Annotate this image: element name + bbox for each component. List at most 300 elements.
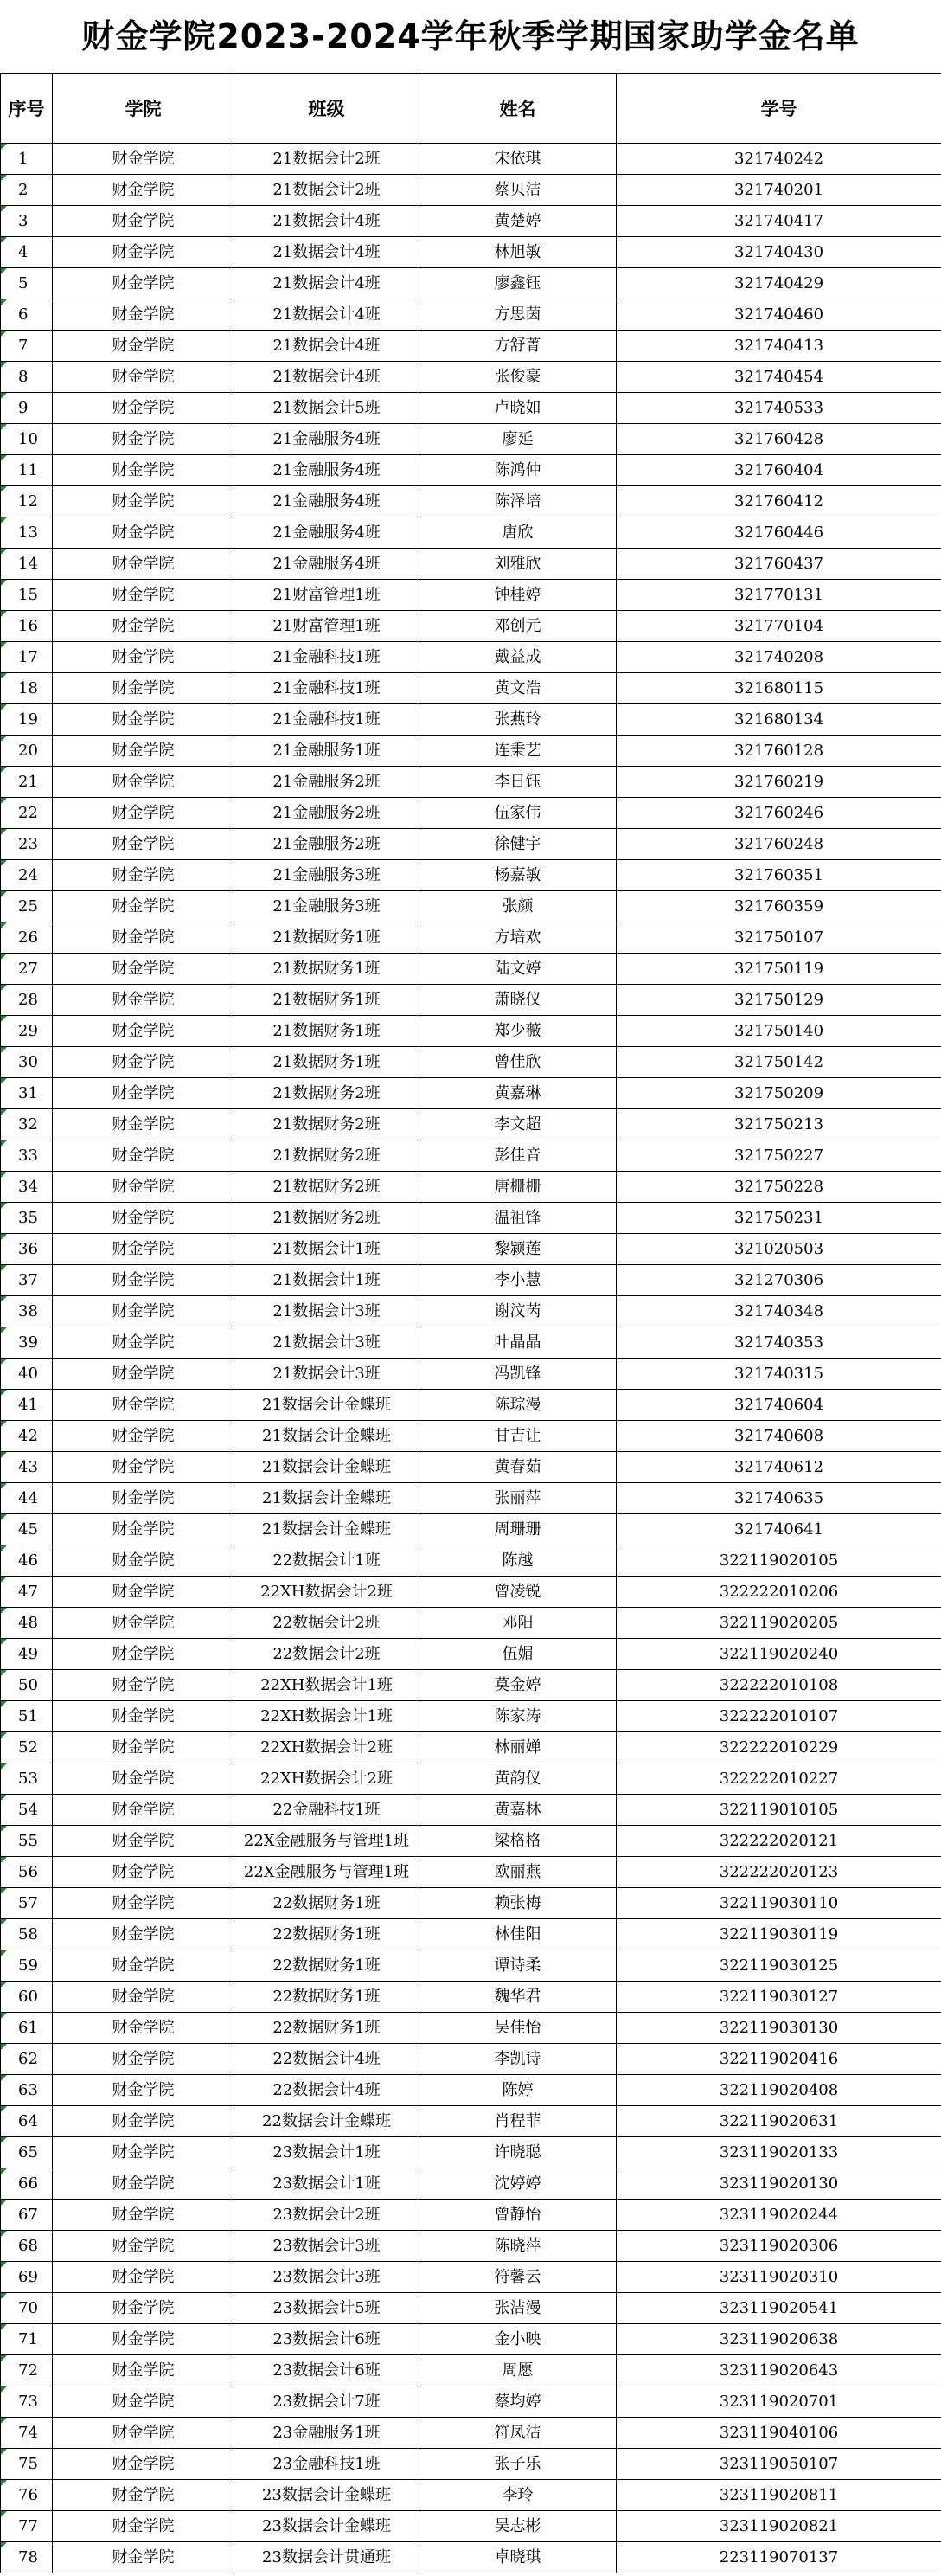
table-row: [1, 1172, 941, 1203]
cell-class: 21数据财务2班: [234, 1203, 419, 1234]
cell-class: 23数据会计6班: [234, 2324, 419, 2355]
cell-student-id: 321740641: [617, 1514, 941, 1545]
cell-no: 54: [1, 1795, 53, 1826]
cell-class: 21数据财务2班: [234, 1172, 419, 1203]
cell-student-id: 321020503: [617, 1234, 941, 1265]
cell-name: 卢晓如: [419, 393, 617, 424]
cell-class: 21数据财务1班: [234, 922, 419, 954]
cell-student-id: 321740533: [617, 393, 941, 424]
table-row: [1, 1608, 941, 1639]
cell-no: 45: [1, 1514, 53, 1545]
cell-class: 21金融科技1班: [234, 673, 419, 704]
cell-name: 黎颍莲: [419, 1234, 617, 1265]
cell-college: 财金学院: [53, 2418, 234, 2449]
cell-college: 财金学院: [53, 891, 234, 922]
cell-name: 肖程菲: [419, 2106, 617, 2137]
cell-name: 方舒菁: [419, 331, 617, 362]
cell-no: 6: [1, 299, 53, 331]
cell-no: 31: [1, 1078, 53, 1109]
cell-no: 68: [1, 2231, 53, 2262]
cell-name: 黄嘉林: [419, 1795, 617, 1826]
cell-student-id: 321760246: [617, 798, 941, 829]
cell-name: 欧丽燕: [419, 1857, 617, 1888]
table-row: [1, 1670, 941, 1701]
cell-no: 38: [1, 1296, 53, 1327]
cell-no: 71: [1, 2324, 53, 2355]
cell-class: 21财富管理1班: [234, 611, 419, 642]
cell-name: 陈家涛: [419, 1701, 617, 1732]
cell-class: 21数据会计3班: [234, 1296, 419, 1327]
cell-no: 57: [1, 1888, 53, 1919]
cell-name: 莫金婷: [419, 1670, 617, 1701]
cell-student-id: 321740208: [617, 642, 941, 673]
table-row: [1, 891, 941, 922]
cell-college: 财金学院: [53, 1483, 234, 1514]
table-row: [1, 1545, 941, 1577]
cell-name: 廖延: [419, 424, 617, 455]
cell-class: 22XH数据会计1班: [234, 1670, 419, 1701]
cell-name: 陈婷: [419, 2075, 617, 2106]
table-row: [1, 2168, 941, 2200]
cell-student-id: 321740454: [617, 362, 941, 393]
cell-name: 廖鑫钰: [419, 268, 617, 299]
cell-no: 13: [1, 517, 53, 549]
table-row: [1, 1857, 941, 1888]
cell-no: 46: [1, 1545, 53, 1577]
cell-name: 曾静怡: [419, 2200, 617, 2231]
cell-class: 22数据会计4班: [234, 2044, 419, 2075]
cell-name: 方培欢: [419, 922, 617, 954]
cell-college: 财金学院: [53, 1140, 234, 1172]
cell-class: 22XH数据会计1班: [234, 1701, 419, 1732]
cell-no: 3: [1, 206, 53, 237]
cell-no: 39: [1, 1327, 53, 1359]
cell-college: 财金学院: [53, 1982, 234, 2013]
cell-name: 陈鸿仲: [419, 455, 617, 486]
table-row: [1, 2480, 941, 2511]
cell-college: 财金学院: [53, 2355, 234, 2386]
cell-no: 67: [1, 2200, 53, 2231]
cell-no: 24: [1, 860, 53, 891]
cell-class: 21数据会计金蝶班: [234, 1514, 419, 1545]
cell-no: 72: [1, 2355, 53, 2386]
cell-student-id: 323119050107: [617, 2449, 941, 2480]
table-row: [1, 704, 941, 736]
header-name: 姓名: [419, 74, 617, 144]
table-row: [1, 1732, 941, 1763]
table-row: [1, 175, 941, 206]
cell-name: 谢汶芮: [419, 1296, 617, 1327]
cell-name: 周珊珊: [419, 1514, 617, 1545]
cell-name: 李凯诗: [419, 2044, 617, 2075]
cell-student-id: 323119020306: [617, 2231, 941, 2262]
cell-class: 23数据会计3班: [234, 2231, 419, 2262]
cell-no: 2: [1, 175, 53, 206]
table-row: [1, 1795, 941, 1826]
cell-name: 叶晶晶: [419, 1327, 617, 1359]
cell-class: 23数据会计贯通班: [234, 2542, 419, 2573]
cell-class: 22金融科技1班: [234, 1795, 419, 1826]
cell-college: 财金学院: [53, 2200, 234, 2231]
table-row: [1, 2106, 941, 2137]
cell-no: 61: [1, 2013, 53, 2044]
table-row: [1, 2075, 941, 2106]
cell-student-id: 322119030110: [617, 1888, 941, 1919]
cell-no: 18: [1, 673, 53, 704]
cell-student-id: 321740413: [617, 331, 941, 362]
cell-name: 郑少薇: [419, 1016, 617, 1047]
cell-class: 21金融服务2班: [234, 829, 419, 860]
table-row: [1, 2324, 941, 2355]
cell-no: 14: [1, 549, 53, 580]
cell-college: 财金学院: [53, 455, 234, 486]
table-row: [1, 1359, 941, 1390]
cell-class: 21数据会计1班: [234, 1265, 419, 1296]
cell-no: 62: [1, 2044, 53, 2075]
cell-class: 22X金融服务与管理1班: [234, 1826, 419, 1857]
cell-no: 20: [1, 736, 53, 767]
cell-student-id: 321760412: [617, 486, 941, 517]
cell-class: 21金融服务4班: [234, 455, 419, 486]
cell-name: 彭佳音: [419, 1140, 617, 1172]
table-row: [1, 455, 941, 486]
cell-class: 21金融服务3班: [234, 860, 419, 891]
cell-no: 12: [1, 486, 53, 517]
cell-student-id: 321760219: [617, 767, 941, 798]
cell-college: 财金学院: [53, 2480, 234, 2511]
cell-college: 财金学院: [53, 1172, 234, 1203]
table-row: [1, 2137, 941, 2168]
cell-college: 财金学院: [53, 486, 234, 517]
cell-class: 23数据会计2班: [234, 2200, 419, 2231]
cell-college: 财金学院: [53, 1826, 234, 1857]
table-row: [1, 1982, 941, 2013]
table-row: [1, 611, 941, 642]
cell-no: 22: [1, 798, 53, 829]
cell-no: 69: [1, 2262, 53, 2293]
cell-no: 10: [1, 424, 53, 455]
cell-college: 财金学院: [53, 1296, 234, 1327]
table-row: [1, 1047, 941, 1078]
cell-college: 财金学院: [53, 1421, 234, 1452]
table-row: [1, 1327, 941, 1359]
cell-name: 张燕玲: [419, 704, 617, 736]
table-row: [1, 2542, 941, 2573]
cell-class: 23数据会计1班: [234, 2137, 419, 2168]
cell-college: 财金学院: [53, 2324, 234, 2355]
cell-no: 37: [1, 1265, 53, 1296]
cell-college: 财金学院: [53, 767, 234, 798]
cell-class: 23数据会计1班: [234, 2168, 419, 2200]
cell-class: 21数据会计4班: [234, 206, 419, 237]
cell-college: 财金学院: [53, 362, 234, 393]
cell-no: 52: [1, 1732, 53, 1763]
cell-student-id: 321750228: [617, 1172, 941, 1203]
cell-name: 金小映: [419, 2324, 617, 2355]
cell-class: 21数据财务1班: [234, 1016, 419, 1047]
cell-student-id: 321270306: [617, 1265, 941, 1296]
cell-name: 陈琮漫: [419, 1390, 617, 1421]
cell-student-id: 321760128: [617, 736, 941, 767]
cell-student-id: 321750213: [617, 1109, 941, 1140]
cell-student-id: 223119070137: [617, 2542, 941, 2573]
cell-name: 伍媚: [419, 1639, 617, 1670]
cell-class: 23金融科技1班: [234, 2449, 419, 2480]
cell-no: 25: [1, 891, 53, 922]
cell-class: 21数据会计4班: [234, 237, 419, 268]
cell-name: 甘吉让: [419, 1421, 617, 1452]
cell-college: 财金学院: [53, 144, 234, 175]
table-row: [1, 331, 941, 362]
cell-student-id: 322119020105: [617, 1545, 941, 1577]
cell-name: 黄文浩: [419, 673, 617, 704]
cell-college: 财金学院: [53, 1608, 234, 1639]
table-row: [1, 2200, 941, 2231]
cell-college: 财金学院: [53, 175, 234, 206]
cell-class: 22数据财务1班: [234, 1950, 419, 1982]
cell-college: 财金学院: [53, 1359, 234, 1390]
cell-college: 财金学院: [53, 517, 234, 549]
table-row: [1, 673, 941, 704]
cell-name: 方思茵: [419, 299, 617, 331]
cell-no: 47: [1, 1577, 53, 1608]
table-row: [1, 144, 941, 175]
cell-student-id: 322222010107: [617, 1701, 941, 1732]
cell-student-id: 321760437: [617, 549, 941, 580]
cell-class: 21金融服务2班: [234, 767, 419, 798]
cell-class: 21数据会计金蝶班: [234, 1421, 419, 1452]
cell-class: 22XH数据会计2班: [234, 1577, 419, 1608]
cell-class: 21数据会计金蝶班: [234, 1483, 419, 1514]
cell-student-id: 323119040106: [617, 2418, 941, 2449]
cell-student-id: 321740242: [617, 144, 941, 175]
cell-student-id: 321740608: [617, 1421, 941, 1452]
cell-student-id: 322222010108: [617, 1670, 941, 1701]
cell-student-id: 321750129: [617, 985, 941, 1016]
cell-name: 邓创元: [419, 611, 617, 642]
cell-college: 财金学院: [53, 2542, 234, 2573]
cell-name: 李日钰: [419, 767, 617, 798]
cell-no: 7: [1, 331, 53, 362]
cell-name: 徐健宇: [419, 829, 617, 860]
cell-college: 财金学院: [53, 2044, 234, 2075]
cell-class: 22X金融服务与管理1班: [234, 1857, 419, 1888]
cell-college: 财金学院: [53, 1109, 234, 1140]
cell-no: 35: [1, 1203, 53, 1234]
cell-student-id: 322119030130: [617, 2013, 941, 2044]
cell-class: 21数据会计金蝶班: [234, 1452, 419, 1483]
table-row: [1, 1701, 941, 1732]
table-row: [1, 1577, 941, 1608]
table-row: [1, 2386, 941, 2418]
cell-class: 21数据会计2班: [234, 144, 419, 175]
cell-name: 谭诗柔: [419, 1950, 617, 1982]
cell-college: 财金学院: [53, 704, 234, 736]
cell-student-id: 321750119: [617, 954, 941, 985]
cell-no: 55: [1, 1826, 53, 1857]
table-row: [1, 2449, 941, 2480]
cell-class: 23数据会计3班: [234, 2262, 419, 2293]
cell-college: 财金学院: [53, 922, 234, 954]
cell-no: 23: [1, 829, 53, 860]
table-row: [1, 517, 941, 549]
cell-student-id: 323119020638: [617, 2324, 941, 2355]
cell-no: 70: [1, 2293, 53, 2324]
cell-class: 21金融服务4班: [234, 424, 419, 455]
cell-name: 张子乐: [419, 2449, 617, 2480]
cell-college: 财金学院: [53, 1795, 234, 1826]
cell-student-id: 321750231: [617, 1203, 941, 1234]
cell-class: 22数据财务1班: [234, 2013, 419, 2044]
cell-college: 财金学院: [53, 860, 234, 891]
header-college: 学院: [53, 74, 234, 144]
cell-student-id: 322119030127: [617, 1982, 941, 2013]
cell-student-id: 321680134: [617, 704, 941, 736]
table-row: [1, 860, 941, 891]
cell-name: 张颜: [419, 891, 617, 922]
cell-student-id: 322119020631: [617, 2106, 941, 2137]
cell-college: 财金学院: [53, 1670, 234, 1701]
cell-name: 陈晓萍: [419, 2231, 617, 2262]
cell-no: 40: [1, 1359, 53, 1390]
cell-class: 21金融服务4班: [234, 549, 419, 580]
cell-student-id: 322222010229: [617, 1732, 941, 1763]
table-row: [1, 1203, 941, 1234]
cell-class: 21财富管理1班: [234, 580, 419, 611]
table-row: [1, 580, 941, 611]
cell-no: 77: [1, 2511, 53, 2542]
cell-student-id: 321740430: [617, 237, 941, 268]
table-row: [1, 1514, 941, 1545]
cell-no: 44: [1, 1483, 53, 1514]
cell-name: 唐欣: [419, 517, 617, 549]
cell-name: 宋依琪: [419, 144, 617, 175]
header-row: [1, 74, 941, 144]
table-row: [1, 237, 941, 268]
cell-no: 11: [1, 455, 53, 486]
cell-class: 22数据财务1班: [234, 1982, 419, 2013]
cell-name: 吴志彬: [419, 2511, 617, 2542]
cell-name: 吴佳怡: [419, 2013, 617, 2044]
cell-name: 张洁漫: [419, 2293, 617, 2324]
cell-no: 26: [1, 922, 53, 954]
cell-no: 74: [1, 2418, 53, 2449]
cell-class: 21数据会计4班: [234, 331, 419, 362]
table-row: [1, 2044, 941, 2075]
cell-name: 黄嘉琳: [419, 1078, 617, 1109]
cell-student-id: 322119020240: [617, 1639, 941, 1670]
table-row: [1, 2293, 941, 2324]
cell-student-id: 322222020123: [617, 1857, 941, 1888]
table-row: [1, 2418, 941, 2449]
cell-college: 财金学院: [53, 736, 234, 767]
table-row: [1, 642, 941, 673]
cell-class: 21数据会计1班: [234, 1234, 419, 1265]
cell-college: 财金学院: [53, 1732, 234, 1763]
table-body: [1, 144, 941, 2573]
page-title: 财金学院2023-2024学年秋季学期国家助学金名单: [81, 17, 860, 55]
cell-name: 符凤洁: [419, 2418, 617, 2449]
cell-name: 冯凯锋: [419, 1359, 617, 1390]
table-row: [1, 206, 941, 237]
cell-class: 22数据会计1班: [234, 1545, 419, 1577]
cell-name: 黄韵仪: [419, 1763, 617, 1795]
cell-class: 21数据会计5班: [234, 393, 419, 424]
header-class: 班级: [234, 74, 419, 144]
cell-no: 9: [1, 393, 53, 424]
cell-no: 58: [1, 1919, 53, 1950]
cell-no: 73: [1, 2386, 53, 2418]
cell-college: 财金学院: [53, 1701, 234, 1732]
cell-class: 21数据财务2班: [234, 1109, 419, 1140]
table-row: [1, 1296, 941, 1327]
cell-name: 伍家伟: [419, 798, 617, 829]
cell-student-id: 323119020643: [617, 2355, 941, 2386]
cell-name: 萧晓仪: [419, 985, 617, 1016]
cell-class: 21金融服务3班: [234, 891, 419, 922]
table-row: [1, 922, 941, 954]
cell-no: 21: [1, 767, 53, 798]
cell-no: 34: [1, 1172, 53, 1203]
table-row: [1, 1016, 941, 1047]
cell-no: 65: [1, 2137, 53, 2168]
cell-college: 财金学院: [53, 580, 234, 611]
cell-student-id: 321750140: [617, 1016, 941, 1047]
cell-name: 林丽婵: [419, 1732, 617, 1763]
cell-student-id: 321740604: [617, 1390, 941, 1421]
cell-name: 李玲: [419, 2480, 617, 2511]
cell-name: 沈婷婷: [419, 2168, 617, 2200]
cell-no: 50: [1, 1670, 53, 1701]
cell-name: 赖张梅: [419, 1888, 617, 1919]
cell-student-id: 321740315: [617, 1359, 941, 1390]
cell-class: 21数据会计3班: [234, 1327, 419, 1359]
cell-name: 陈泽培: [419, 486, 617, 517]
header-student-id: 学号: [617, 74, 941, 144]
cell-class: 23数据会计7班: [234, 2386, 419, 2418]
cell-student-id: 323119020244: [617, 2200, 941, 2231]
table-row: [1, 1421, 941, 1452]
cell-college: 财金学院: [53, 2293, 234, 2324]
cell-class: 23数据会计6班: [234, 2355, 419, 2386]
cell-class: 21数据财务1班: [234, 985, 419, 1016]
cell-no: 15: [1, 580, 53, 611]
cell-student-id: 322222010227: [617, 1763, 941, 1795]
cell-class: 21金融科技1班: [234, 704, 419, 736]
cell-name: 卓晓琪: [419, 2542, 617, 2573]
cell-no: 1: [1, 144, 53, 175]
cell-no: 16: [1, 611, 53, 642]
cell-student-id: 321750142: [617, 1047, 941, 1078]
cell-name: 蔡均婷: [419, 2386, 617, 2418]
table-row: [1, 1140, 941, 1172]
table-row: [1, 424, 941, 455]
cell-no: 4: [1, 237, 53, 268]
table-row: [1, 268, 941, 299]
cell-student-id: 322119010105: [617, 1795, 941, 1826]
cell-no: 29: [1, 1016, 53, 1047]
cell-name: 曾凌锐: [419, 1577, 617, 1608]
cell-name: 黄春茹: [419, 1452, 617, 1483]
cell-student-id: 323119020310: [617, 2262, 941, 2293]
table-row: [1, 299, 941, 331]
table-row: [1, 1483, 941, 1514]
table-row: [1, 798, 941, 829]
cell-college: 财金学院: [53, 1514, 234, 1545]
cell-student-id: 321740429: [617, 268, 941, 299]
cell-name: 唐栅栅: [419, 1172, 617, 1203]
cell-name: 许晓聪: [419, 2137, 617, 2168]
